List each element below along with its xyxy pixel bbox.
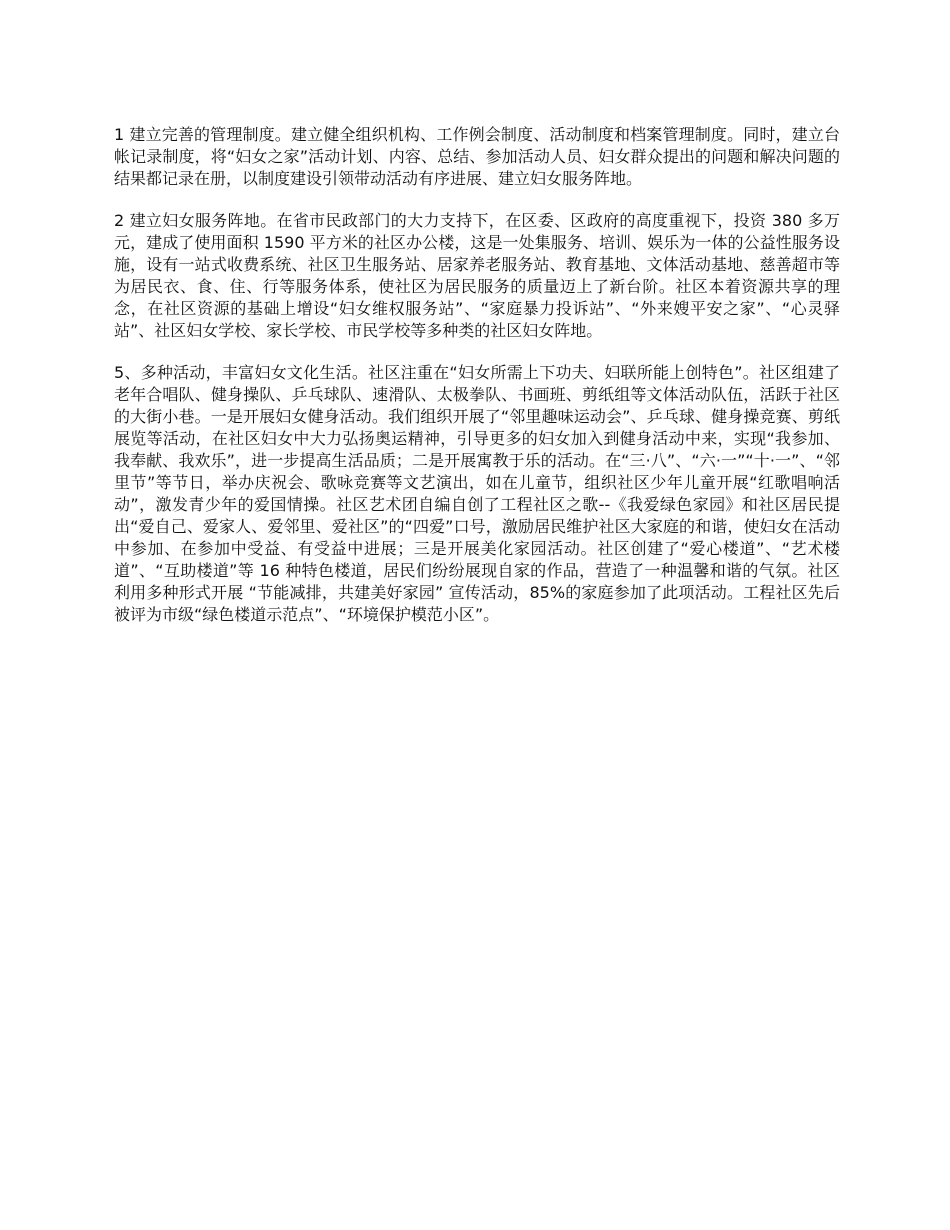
paragraph-cultural-activities: 5、多种活动，丰富妇女文化生活。社区注重在“妇女所需上下功夫、妇联所能上创特色”。社区组建了老年合唱队、健身操队、乒乓球队、速滑队、太极拳队、书画班、剪纸组等文体活动队伍，活跃于社区的大街小巷。一是开展妇女健身活动。我们组织开展了“邻里趣味运动会”、乒乓球、健身操竞赛、剪纸展览等活动，在社区妇女中大力弘扬奥运精神，引导更多的妇女加入到健身活动中来，实现“我参加、我奉献、我欢乐”，进一步提高生活品质；二是开展寓教于乐的活动。在“三·八”、“六·一”“十·一”、“邻里节”等节日，举办庆祝会、歌咏竞赛等文艺演出，如在儿童节，组织社区少年儿童开展“红歌唱响活动”，激发青少年的爱国情操。社区艺术团自编自创了工程社区之歌--《我爱绿色家园》和社区居民提出“爱自己、爱家人、爱邻里、爱社区”的“四爱”口号，激励居民维护社区大家庭的和谐，使妇女在活动中参加、在参加中受益、有受益中进展；三是开展美化家园活动。社区创建了“爱心楼道”、“艺术楼道”、“互助楼道”等 16 种特色楼道，居民们纷纷展现自家的作品，营造了一种温馨和谐的气氛。社区利用多种形式开展 “节能减排，共建美好家园” 宣传活动，85%的家庭参加了此项活动。工程社区先后被评为市级“绿色楼道示范点”、“环境保护模范小区”。 <box>114 363 840 624</box>
paragraph-management-system: 1 建立完善的管理制度。建立健全组织机构、工作例会制度、活动制度和档案管理制度。同时，建立台帐记录制度，将“妇女之家”活动计划、内容、总结、参加活动人员、妇女群众提出的问题和解决问题的结果都记录在册，以制度建设引领带动活动有序进展、建立妇女服务阵地。 <box>114 125 840 188</box>
paragraph-service-base: 2 建立妇女服务阵地。在省市民政部门的大力支持下，在区委、区政府的高度重视下，投资 380 多万元，建成了使用面积 1590 平方米的社区办公楼，这是一处集服务、培训、娱乐为一体的公益性服务设施，设有一站式收费系统、社区卫生服务站、居家养老服务站、教育基地、文体活动基地、慈善超市等为居民衣、食、住、行等服务体系，使社区为居民服务的质量迈上了新台阶。社区本着资源共享的理念，在社区资源的基础上增设“妇女维权服务站”、“家庭暴力投诉站”、“外来嫂平安之家”、“心灵驿站”、社区妇女学校、家长学校、市民学校等多种类的社区妇女阵地。 <box>114 211 840 340</box>
document-page <box>114 124 840 646</box>
